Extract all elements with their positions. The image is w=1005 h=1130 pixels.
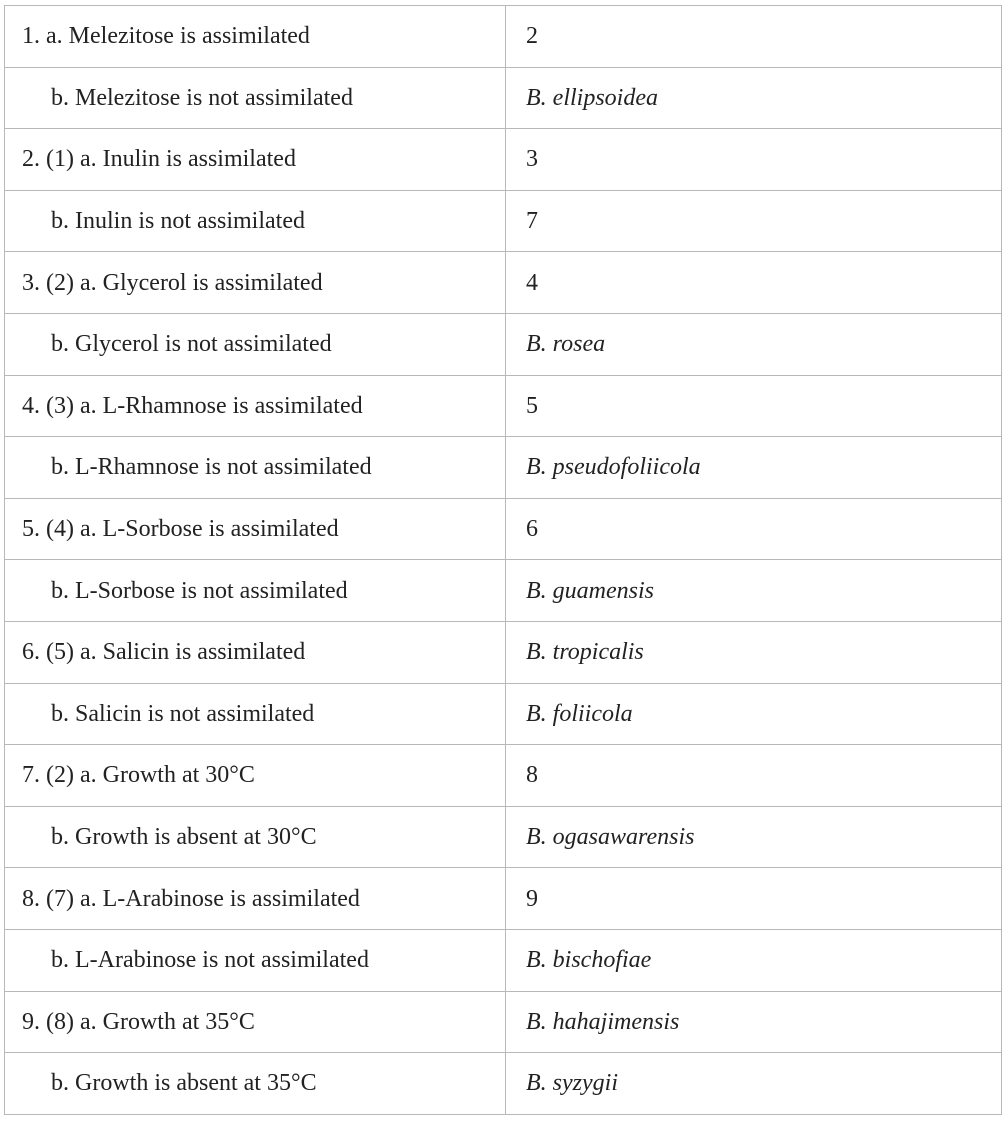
couplet-cell: b. Melezitose is not assimilated [5,67,506,129]
key-row [5,868,1002,930]
couplet-cell: b. L-Sorbose is not assimilated [5,560,506,622]
next-step-cell: 8 [506,745,1002,807]
species-cell: B. pseudofoliicola [506,437,1002,499]
couplet-cell: b. Growth is absent at 30°C [5,806,506,868]
key-row [5,991,1002,1053]
key-row [5,806,1002,868]
couplet-cell: b. Inulin is not assimilated [5,190,506,252]
identification-key-table [4,5,1002,1115]
couplet-cell: b. L-Arabinose is not assimilated [5,929,506,991]
key-row [5,6,1002,68]
next-step-cell: 3 [506,129,1002,191]
key-row [5,252,1002,314]
key-row [5,313,1002,375]
couplet-cell: 8. (7) a. L-Arabinose is assimilated [5,868,506,930]
key-row [5,437,1002,499]
key-row [5,190,1002,252]
species-cell: B. ogasawarensis [506,806,1002,868]
species-cell: B. rosea [506,313,1002,375]
key-row [5,129,1002,191]
couplet-cell: 3. (2) a. Glycerol is assimilated [5,252,506,314]
key-row [5,621,1002,683]
couplet-cell: b. Salicin is not assimilated [5,683,506,745]
key-row [5,67,1002,129]
next-step-cell: 9 [506,868,1002,930]
couplet-cell: 9. (8) a. Growth at 35°C [5,991,506,1053]
key-row [5,745,1002,807]
key-row [5,498,1002,560]
couplet-cell: 2. (1) a. Inulin is assimilated [5,129,506,191]
couplet-cell: b. L-Rhamnose is not assimilated [5,437,506,499]
species-cell: B. bischofiae [506,929,1002,991]
species-cell: B. foliicola [506,683,1002,745]
couplet-cell: 1. a. Melezitose is assimilated [5,6,506,68]
key-row [5,683,1002,745]
key-row [5,1053,1002,1115]
couplet-cell: 7. (2) a. Growth at 30°C [5,745,506,807]
species-cell: B. guamensis [506,560,1002,622]
species-cell: B. ellipsoidea [506,67,1002,129]
couplet-cell: 6. (5) a. Salicin is assimilated [5,621,506,683]
species-cell: B. syzygii [506,1053,1002,1115]
key-row [5,560,1002,622]
species-cell: B. hahajimensis [506,991,1002,1053]
key-row [5,375,1002,437]
next-step-cell: 4 [506,252,1002,314]
next-step-cell: 2 [506,6,1002,68]
couplet-cell: 4. (3) a. L-Rhamnose is assimilated [5,375,506,437]
couplet-cell: b. Growth is absent at 35°C [5,1053,506,1115]
couplet-cell: b. Glycerol is not assimilated [5,313,506,375]
next-step-cell: 7 [506,190,1002,252]
next-step-cell: 5 [506,375,1002,437]
key-row [5,929,1002,991]
key-table-body [5,6,1002,1115]
couplet-cell: 5. (4) a. L-Sorbose is assimilated [5,498,506,560]
species-cell: B. tropicalis [506,621,1002,683]
next-step-cell: 6 [506,498,1002,560]
